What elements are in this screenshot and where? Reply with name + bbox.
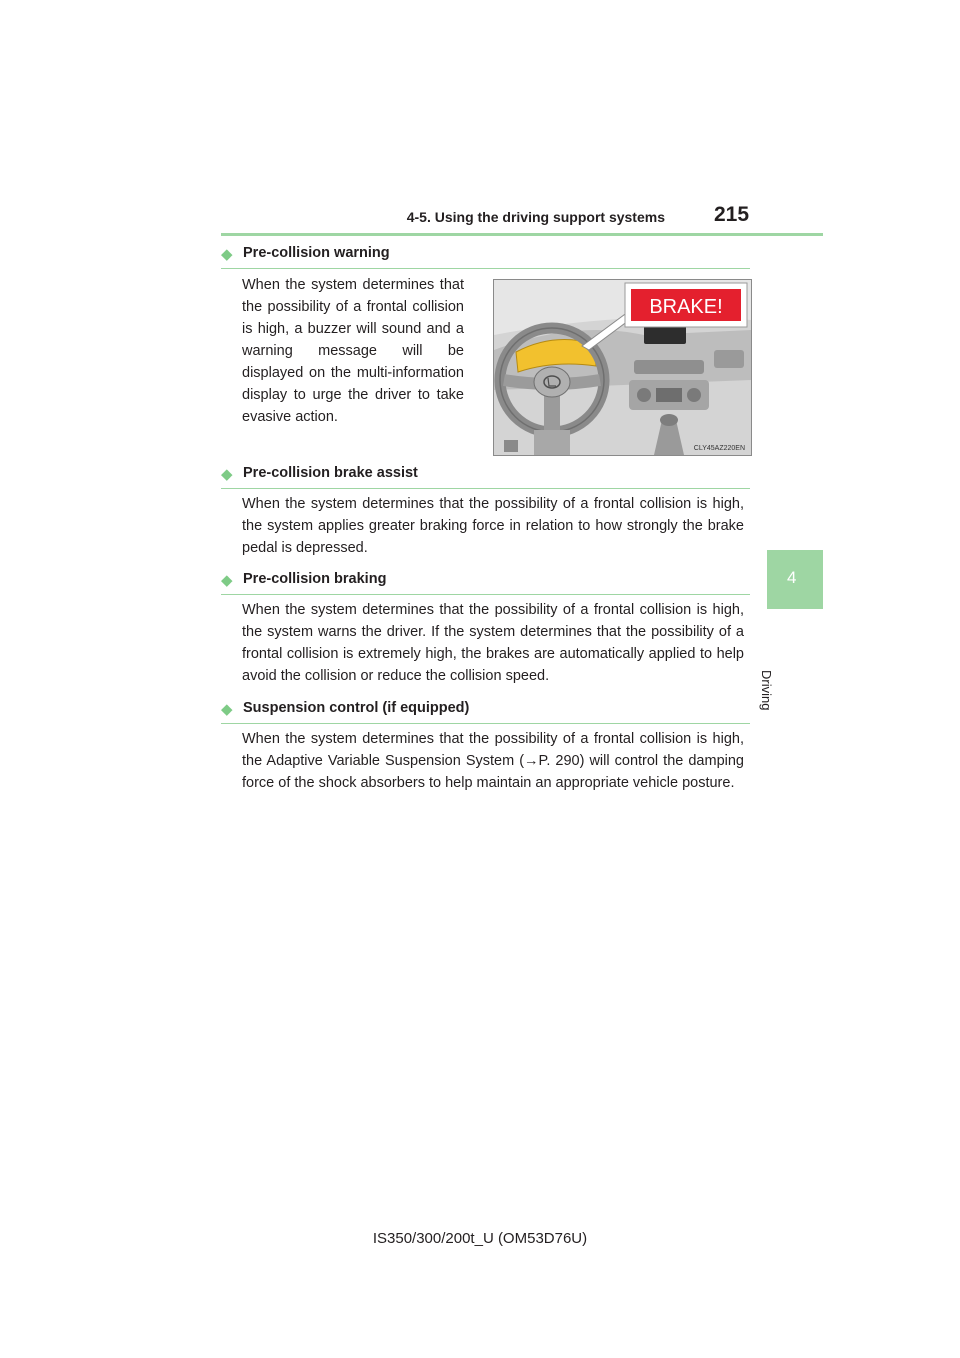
- chapter-number: 4: [787, 568, 797, 587]
- page-number: 215: [714, 203, 750, 226]
- section-heading-suspension-control: [221, 697, 750, 724]
- chapter-label: Driving: [759, 670, 774, 711]
- section-body-pre-collision-warning: When the system determines that the possibility of a frontal collision is high, a buzzer will sound and a warning message will be displayed on the multi-information display to urge the driver to take evasive action.: [242, 277, 464, 425]
- section-heading-pre-collision-brake-assist: [221, 462, 750, 489]
- section-heading-text: Pre-collision warning: [243, 245, 390, 261]
- brake-warning-text: BRAKE!: [649, 296, 723, 318]
- section-heading-text: Pre-collision brake assist: [243, 465, 418, 481]
- dashboard-drawing: [494, 280, 751, 455]
- diamond-bullet-icon: ◆: [221, 246, 233, 263]
- section-body-pre-collision-braking: When the system determines that the possibility of a frontal collision is high, the system warns the driver. If the system determines that the possibility of a frontal collision is extremely high, the brakes are automatically applied to help avoid the collision or reduce the collision speed.: [242, 602, 744, 684]
- section-heading-pre-collision-braking: [221, 568, 750, 595]
- chapter-label-box: [759, 620, 796, 711]
- figure-code: CLY45AZ220EN: [693, 445, 745, 452]
- section-body-pre-collision-brake-assist: When the system determines that the possibility of a frontal collision is high, the system applies greater braking force in relation to how strongly the brake pedal is depressed.: [242, 496, 744, 556]
- diamond-bullet-icon: ◆: [221, 466, 233, 483]
- section-heading-pre-collision-warning: [221, 242, 750, 269]
- section-heading-text: Pre-collision braking: [243, 571, 387, 587]
- section-body-suspension-control: When the system determines that the possibility of a frontal collision is high, the Adaptive Variable Suspension System (→P. 290) will control the damping force of the shock absorbers to help maintain an appropriate vehicle posture.: [242, 731, 744, 791]
- running-header-title: 4-5. Using the driving support systems: [406, 209, 665, 225]
- dashboard-illustration: [493, 279, 752, 456]
- diamond-bullet-icon: ◆: [221, 701, 233, 718]
- footer-model-code: IS350/300/200t_U (OM53D76U): [372, 1230, 588, 1247]
- header-divider: [221, 233, 823, 236]
- section-heading-text: Suspension control (if equipped): [243, 700, 470, 716]
- diamond-bullet-icon: ◆: [221, 572, 233, 589]
